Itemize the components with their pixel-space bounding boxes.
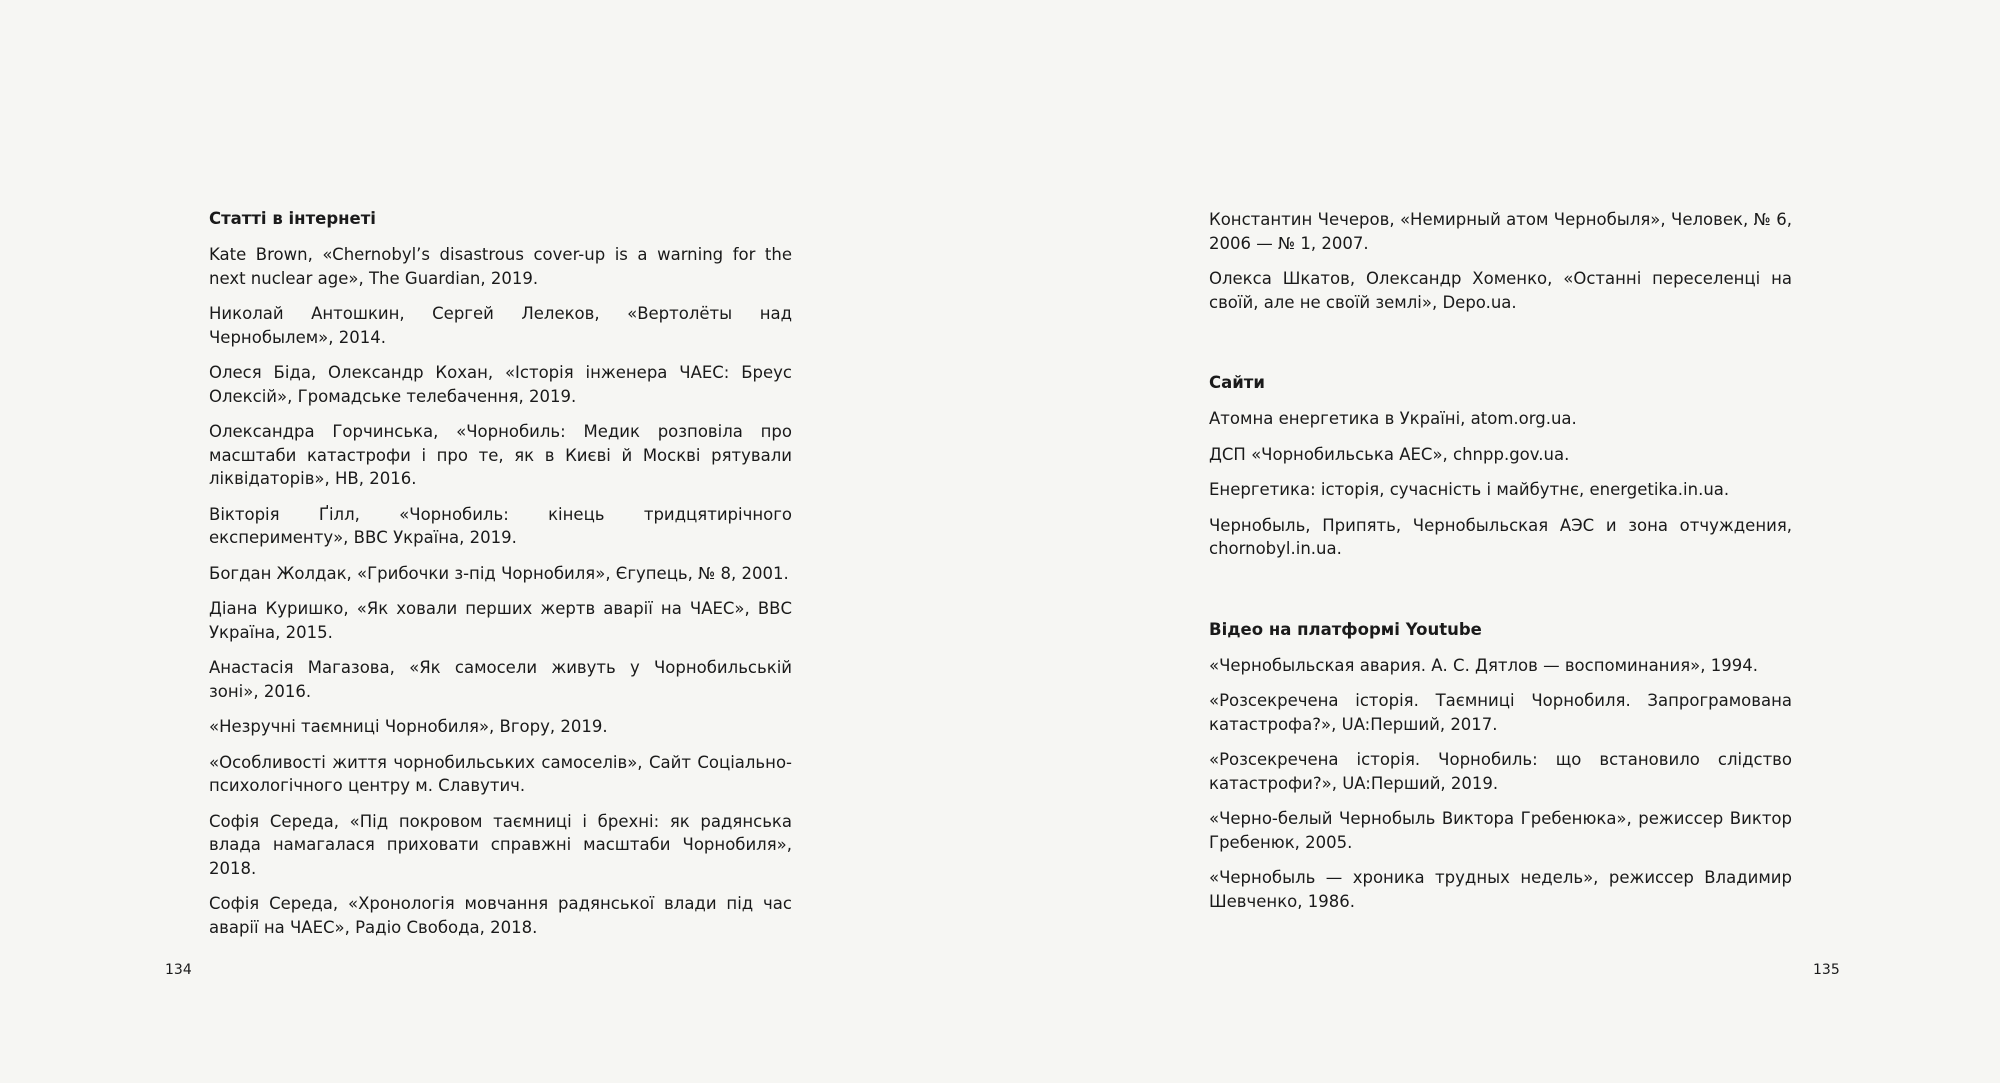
site-entry: Атомна енергетика в Україні, atom.org.ua. [1209, 409, 1577, 428]
bibliography-entry: «Незручні таємниці Чорнобиля», Вгору, 2019. [209, 717, 608, 736]
video-entry: «Розсекречена історія. Чорнобиль: що встановило слідство катастрофи?», UA:Перший, 2019. [1209, 750, 1792, 793]
site-entry: ДСП «Чорнобильська АЕС», chnpp.gov.ua. [1209, 444, 1570, 464]
bibliography-entry: Kate Brown, «Chernobyl’s disastrous cover-up is a warning for the next nuclear age», The Guardian, 2019. [209, 245, 792, 288]
section-spacer [1209, 326, 1792, 372]
bibliography-entry: Анастасія Магазова, «Як самосели живуть у Чорнобильській зоні», 2016. [209, 658, 792, 701]
bibliography-entry: Богдан Жолдак, «Грибочки з-під Чорнобиля», Єгупець, № 8, 2001. [209, 563, 789, 583]
video-entry: «Чернобыльская авария. А. С. Дятлов — воспоминания», 1994. [1209, 655, 1758, 675]
video-entry: «Чернобыль — хроника трудных недель», режиссер Владимир Шевченко, 1986. [1209, 868, 1792, 911]
bibliography-entry: Олеся Біда, Олександр Кохан, «Історія інженера ЧАЕС: Бреус Олексій», Громадське телебачення, 2019. [209, 363, 792, 406]
bibliography-entry: Олександра Горчинська, «Чорнобиль: Медик розповіла про масштаби катастрофи і про те, як в Києві й Москві рятували ліквідаторів», НВ, 2016. [209, 422, 792, 488]
site-entry: Енергетика: історія, сучасність і майбутнє, energetika.in.ua. [1209, 480, 1730, 499]
bibliography-entry: Софія Середа, «Хронологія мовчання радянської влади під час аварії на ЧАЕС», Радіо Свобода, 2018. [209, 894, 792, 937]
internet-articles-section [209, 208, 792, 951]
site-entry: Чернобыль, Припять, Чернобыльская АЭС и зона отчуждения, chornobyl.in.ua. [1209, 515, 1792, 558]
bibliography-entry: Софія Середа, «Під покровом таємниці і брехні: як радянська влада намагалася приховати справжні масштаби Чорнобиля», 2018. [209, 811, 792, 878]
right-column [1209, 208, 1792, 925]
page-number-left: 134 [165, 962, 192, 978]
bibliography-entry: Діана Куришко, «Як ховали перших жертв аварії на ЧАЕС», ВВС Україна, 2015. [209, 599, 792, 642]
video-entry: «Розсекречена історія. Таємниці Чорнобиля. Запрограмована катастрофа?», UA:Перший, 2017. [1209, 691, 1792, 734]
section-spacer [1209, 573, 1792, 619]
right-page [1000, 0, 2000, 1083]
bibliography-entry: Константин Чечеров, «Немирный атом Чернобыля», Человек, № 6, 2006 — № 1, 2007. [1209, 210, 1792, 253]
section-heading-videos: Відео на платформі Youtube [1209, 619, 1482, 639]
bibliography-entry: Вікторія Ґілл, «Чорнобиль: кінець тридцятирічного експерименту», ВВС Україна, 2019. [209, 504, 792, 547]
bibliography-entry: Николай Антошкин, Сергей Лелеков, «Вертолёты над Чернобылем», 2014. [209, 304, 792, 347]
video-entry: «Черно-белый Чернобыль Виктора Гребенюка», режиссер Виктор Гребенюк, 2005. [1209, 809, 1792, 852]
section-heading-articles: Статті в інтернеті [209, 209, 376, 228]
page-number-right: 135 [1813, 962, 1840, 978]
bibliography-entry: «Особливості життя чорнобильських самоселів», Сайт Соціально-психологічного центру м. Славутич. [209, 752, 792, 795]
section-heading-sites: Сайти [1209, 373, 1265, 392]
bibliography-entry: Олекса Шкатов, Олександр Хоменко, «Останні переселенці на своїй, але не своїй землі», Depo.ua. [1209, 269, 1792, 312]
